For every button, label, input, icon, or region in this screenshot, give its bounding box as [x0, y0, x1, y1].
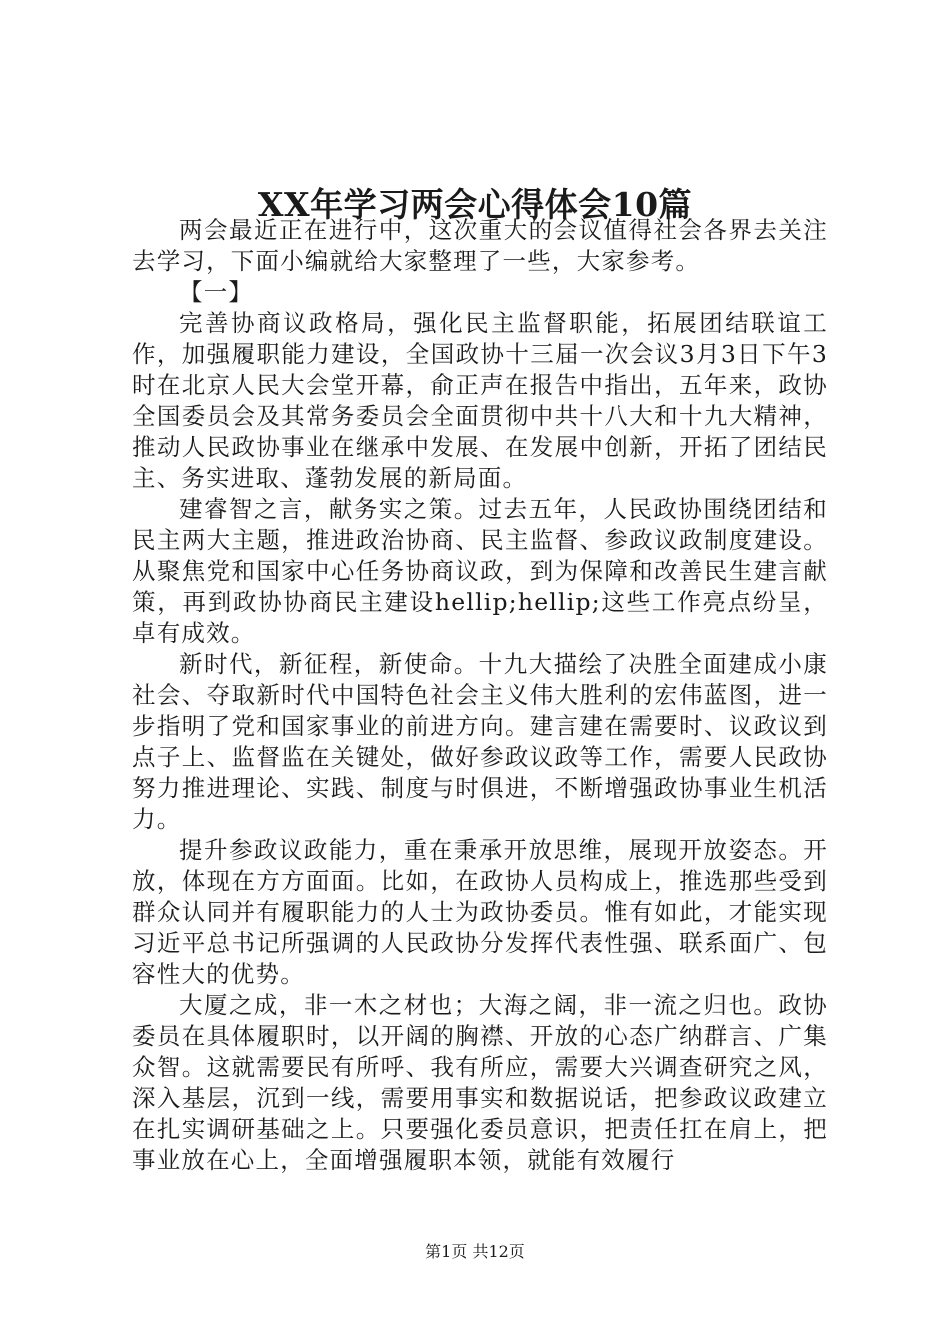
intro-paragraph: 两会最近正在进行中，这次重大的会议值得社会各界去关注去学习，下面小编就给大家整理了一些，大家参考。 — [132, 216, 828, 275]
paragraph: 建睿智之言，献务实之策。过去五年，人民政协围绕团结和民主两大主题，推进政治协商、民主监督、参政议政制度建设。从聚焦党和国家中心任务协商议政，到为保障和改善民生建言献策，再到政协协商民主建设hellip;hellip;这些工作亮点纷呈，卓有成效。 — [132, 495, 828, 647]
document-title: XX年学习两会心得体会10篇 — [257, 185, 693, 224]
paragraph: 大厦之成，非一木之材也；大海之阔，非一流之归也。政协委员在具体履职时，以开阔的胸襟、开放的心态广纳群言、广集众智。这就需要民有所呼、我有所应，需要大兴调查研究之风，深入基层，沉到一线，需要用事实和数据说话，把参政议政建立在扎实调研基础之上。只要强化委员意识，把责任扛在肩上，把事业放在心上，全面增强履职本领，就能有效履行 — [132, 991, 828, 1174]
paragraph: 新时代，新征程，新使命。十九大描绘了决胜全面建成小康社会、夺取新时代中国特色社会主义伟大胜利的宏伟蓝图，进一步指明了党和国家事业的前进方向。建言建在需要时、议政议到点子上、监督监在关键处，做好参政议政等工作，需要人民政协努力推进理论、实践、制度与时俱进，不断增强政协事业生机活力。 — [132, 650, 828, 833]
paragraph: 提升参政议政能力，重在秉承开放思维，展现开放姿态。开放，体现在方方面面。比如，在政协人员构成上，推选那些受到群众认同并有履职能力的人士为政协委员。惟有如此，才能实现习近平总书记所强调的人民政协分发挥代表性强、联系面广、包容性大的优势。 — [132, 836, 828, 988]
page-footer: 第1页 共12页 — [425, 1242, 525, 1261]
document-body — [132, 215, 828, 1176]
paragraph: 完善协商议政格局，强化民主监督职能，拓展团结联谊工作，加强履职能力建设，全国政协十三届一次会议3月3日下午3时在北京人民大会堂开幕，俞正声在报告中指出，五年来，政协全国委员会及其常务委员会全面贯彻中共十八大和十九大精神，推动人民政协事业在继承中发展、在发展中创新，开拓了团结民主、务实进取、蓬勃发展的新局面。 — [132, 309, 828, 492]
section-heading: 【一】 — [179, 278, 254, 306]
